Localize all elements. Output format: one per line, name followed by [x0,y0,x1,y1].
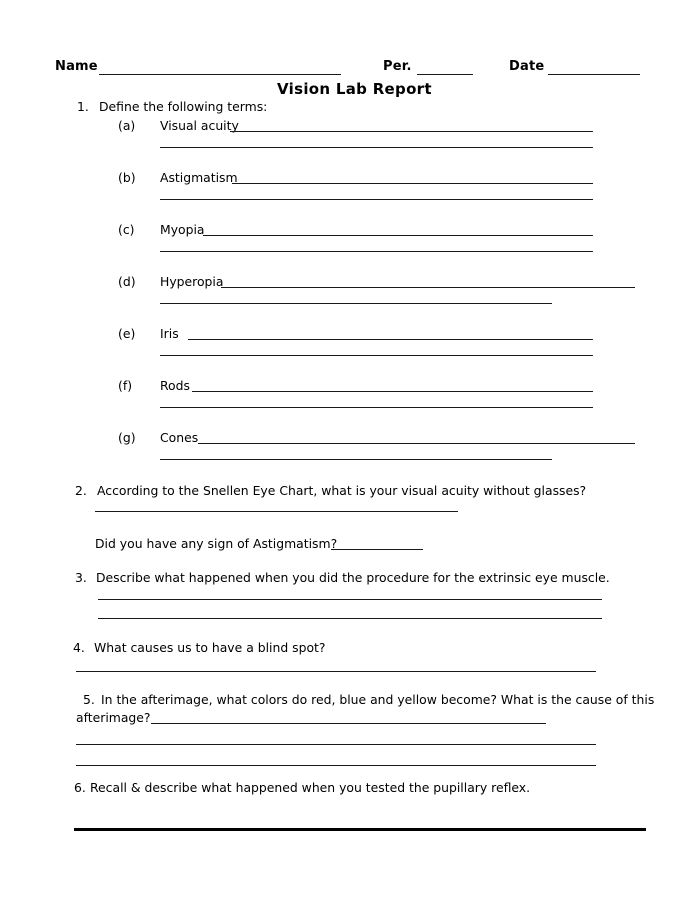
subitem-b-term: Astigmatism [160,170,238,185]
subitem-d-letter: (d) [118,274,136,289]
question-5-prompt-line2: afterimage? [76,710,151,725]
subitem-f-answer-rule-1[interactable] [192,391,593,392]
question-1-number: 1. [77,99,89,114]
page-title: Vision Lab Report [277,80,432,98]
subitem-f-letter: (f) [118,378,133,393]
period-label: Per. [383,59,412,74]
question-3-prompt: Describe what happened when you did the procedure for the extrinsic eye muscle. [96,570,610,585]
subitem-e-letter: (e) [118,326,136,341]
subitem-f-answer-rule-2[interactable] [160,407,593,408]
subitem-b-answer-rule-1[interactable] [232,183,593,184]
subitem-b-answer-rule-2[interactable] [160,199,593,200]
name-field-rule[interactable] [99,74,341,75]
question-2-followup-prompt: Did you have any sign of Astigmatism? [95,536,338,551]
period-field-rule[interactable] [417,74,473,75]
subitem-a-answer-rule-2[interactable] [160,147,593,148]
question-6-number: 6. [74,780,86,795]
subitem-c-answer-rule-2[interactable] [160,251,593,252]
subitem-a-letter: (a) [118,118,136,133]
date-field-rule[interactable] [548,74,640,75]
subitem-e-term: Iris [160,326,183,341]
question-3-answer-rule-2[interactable] [98,618,602,619]
subitem-g-letter: (g) [118,430,136,445]
subitem-c-term: Myopia [160,222,205,237]
date-label: Date [509,59,545,74]
question-4-prompt: What causes us to have a blind spot? [94,640,326,655]
question-6-prompt: Recall & describe what happened when you tested the pupillary reflex. [90,780,531,795]
subitem-b-letter: (b) [118,170,136,185]
question-5-prompt-line1: In the afterimage, what colors do red, blue and yellow become? What is the cause of this [101,692,655,707]
subitem-c-letter: (c) [118,222,135,237]
subitem-g-answer-rule-2[interactable] [160,459,552,460]
question-2-followup-rule[interactable] [331,549,423,550]
subitem-c-answer-rule-1[interactable] [203,235,593,236]
question-5-answer-rule-3[interactable] [76,765,596,766]
bottom-divider-rule [74,828,646,831]
question-3-answer-rule-1[interactable] [98,599,602,600]
subitem-d-answer-rule-2[interactable] [160,303,552,304]
question-5-answer-rule-1[interactable] [151,723,546,724]
question-2-prompt: According to the Snellen Eye Chart, what is your visual acuity without glasses? [97,483,587,498]
subitem-a-term: Visual acuity [160,118,239,133]
subitem-d-term: Hyperopia [160,274,224,289]
subitem-f-term: Rods [160,378,190,393]
subitem-g-answer-rule-1[interactable] [198,443,635,444]
subitem-a-answer-rule-1[interactable] [230,131,593,132]
subitem-e-answer-rule-1[interactable] [188,339,593,340]
question-2-answer-rule[interactable] [95,511,458,512]
question-4-answer-rule[interactable] [76,671,596,672]
question-1-prompt: Define the following terms: [99,99,268,114]
subitem-d-answer-rule-1[interactable] [221,287,635,288]
question-5-answer-rule-2[interactable] [76,744,596,745]
name-label: Name [55,59,98,74]
subitem-e-answer-rule-2[interactable] [160,355,593,356]
question-5-number: 5. [83,692,95,707]
subitem-g-term: Cones [160,430,199,445]
question-3-number: 3. [75,570,87,585]
question-2-number: 2. [75,483,87,498]
question-4-number: 4. [73,640,85,655]
